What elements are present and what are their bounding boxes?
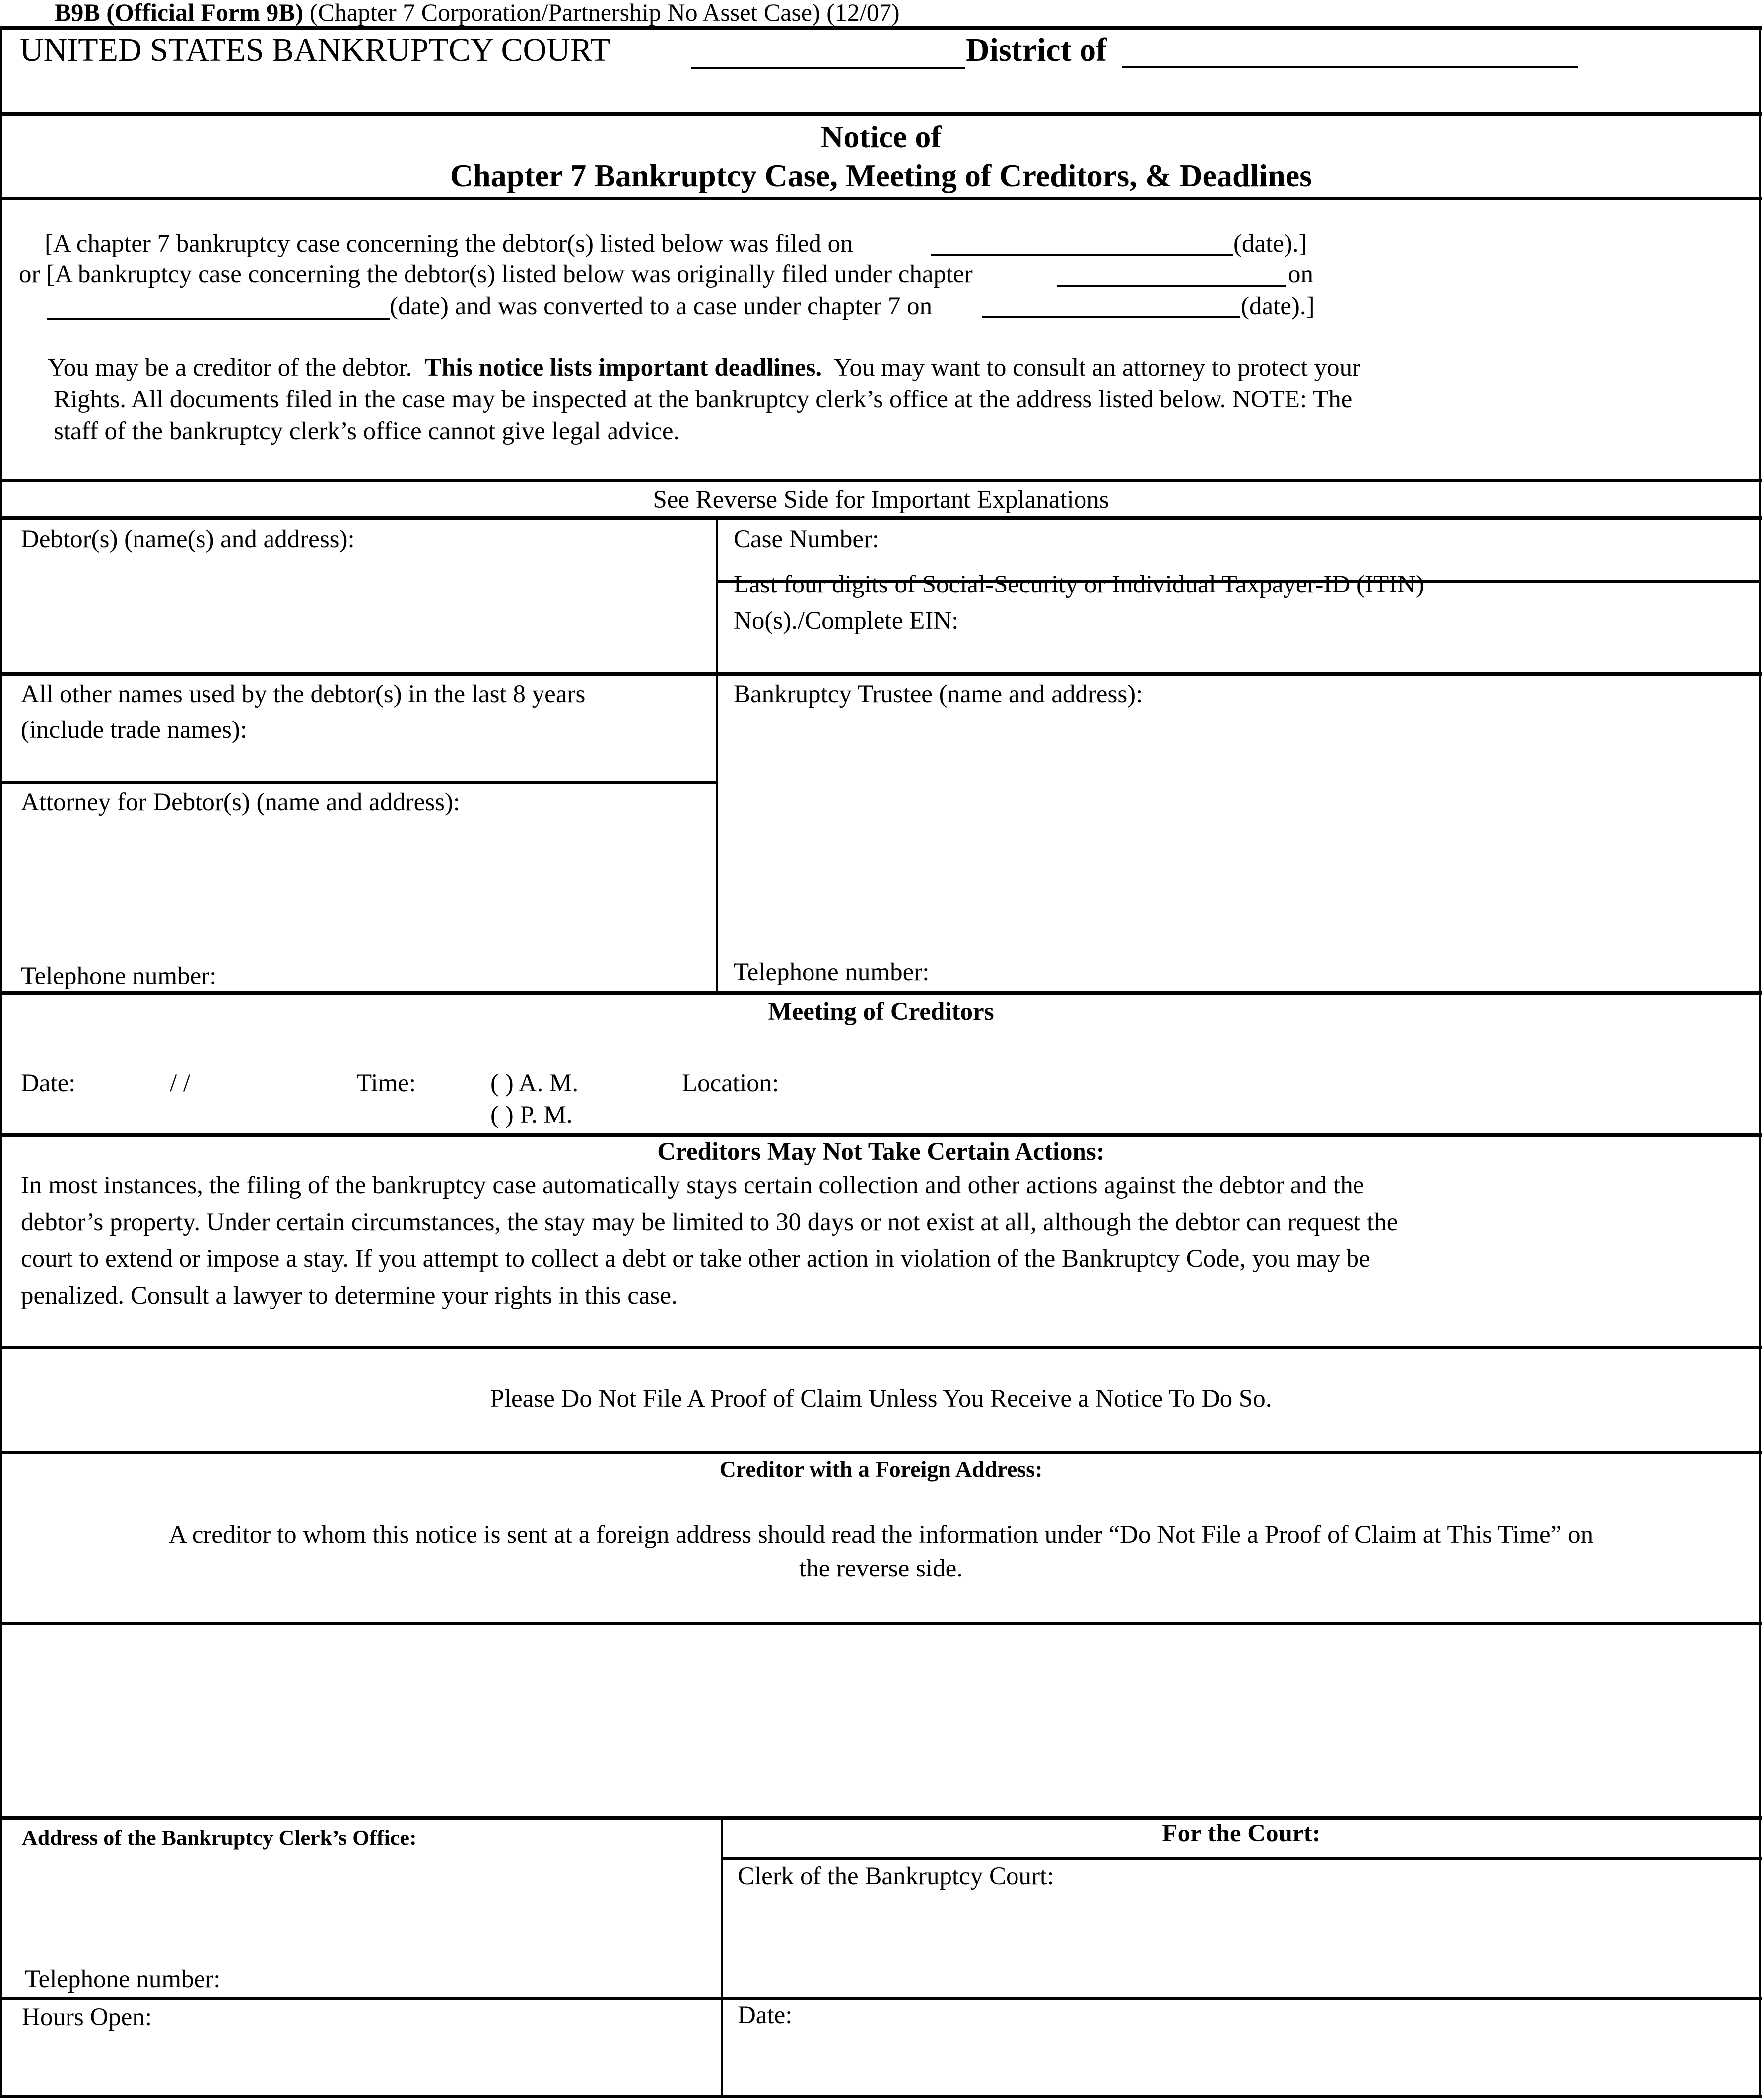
date-suffix: (date).] [1233,230,1307,258]
trustee-label: Bankruptcy Trustee (name and address): [734,680,1143,708]
intro-line3: staff of the bankruptcy clerk’s office cannot give legal advice. [54,417,680,445]
divider [0,479,1762,482]
debtor-label: Debtor(s) (name(s) and address): [21,525,355,553]
original-chapter-input[interactable] [1057,285,1286,287]
filing-line2: or [A bankruptcy case concerning the debtor(s) listed below was originally filed under chapter [19,261,973,288]
divider [0,991,1762,995]
form-description: (Chapter 7 Corporation/Partnership No Asset Case) (12/07) [309,0,900,26]
divider [0,1451,1762,1454]
clerk-address-label: Address of the Bankruptcy Clerk’s Office: [22,1826,417,1850]
district-label: District of [966,32,1107,68]
court-name-input[interactable] [691,67,965,69]
divider [0,1997,1762,2000]
frame-left-border [0,26,2,2098]
other-names-label-line1: All other names used by the debtor(s) in the last 8 years [21,680,586,708]
actions-line: court to extend or impose a stay. If you attempt to collect a debt or take other action in violation of the Bankruptcy Code, you may be [21,1245,1370,1273]
notice-title-line2: Chapter 7 Bankruptcy Case, Meeting of Creditors, & Deadlines [450,158,1312,193]
trustee-phone-label: Telephone number: [734,958,930,986]
form-id: B9B (Official Form 9B) [55,0,304,26]
ssn-ein-field[interactable] [734,640,1751,670]
case-number-field[interactable] [893,526,1752,561]
footer-date-label: Date: [738,2001,793,2029]
am-checkbox[interactable]: ( ) A. M. [490,1069,579,1097]
intro-line1: You may be a creditor of the debtor. This notice lists important deadlines. You may want to consult an attorney to protect your [48,354,1361,382]
filed-date-input[interactable] [931,254,1233,256]
attorney-phone-label: Telephone number: [21,962,217,990]
meeting-heading: Meeting of Creditors [768,998,994,1026]
actions-heading: Creditors May Not Take Certain Actions: [657,1138,1105,1166]
hours-open-label: Hours Open: [22,2003,152,2031]
attorney-field[interactable] [4,824,714,953]
divider [0,197,1762,200]
ssn-label-line2: No(s)./Complete EIN: [734,607,959,635]
actions-line: In most instances, the filing of the bankruptcy case automatically stays certain collection and other actions against the debtor and the [21,1172,1364,1199]
filing-line3: (date) and was converted to a case under chapter 7 on [390,292,933,320]
clerk-of-court-label: Clerk of the Bankruptcy Court: [738,1862,1054,1890]
intro-line2: Rights. All documents filed in the case may be inspected at the bankruptcy clerk’s office at the address listed below. NOTE: The [54,386,1353,413]
foreign-address-line1: A creditor to whom this notice is sent at a foreign address should read the information under “Do Not File a Proof of Claim at This Time” on [168,1521,1594,1549]
blank-section [4,1628,1756,1816]
foreign-address-heading: Creditor with a Foreign Address: [719,1456,1043,1482]
divider [0,516,1762,520]
divider [721,1857,1762,1860]
divider [0,1816,1762,1820]
divider [0,112,1762,116]
see-reverse-note: See Reverse Side for Important Explanations [653,486,1109,514]
frame-bottom-border [0,2095,1762,2098]
divider [0,672,1762,676]
divider [0,1133,1762,1137]
converted-date-input[interactable] [982,316,1240,318]
original-filed-date-input[interactable] [47,318,390,320]
notice-title-line1: Notice of [820,119,942,154]
for-the-court-label: For the Court: [1162,1820,1321,1847]
case-number-label: Case Number: [734,525,880,553]
other-names-field[interactable] [4,749,714,779]
clerk-address-field[interactable] [4,1856,719,1965]
foreign-address-line2: the reverse side. [799,1555,963,1582]
pm-checkbox[interactable]: ( ) P. M. [490,1101,573,1129]
meeting-location-label: Location: [682,1069,779,1097]
meeting-time-label: Time: [356,1069,416,1097]
filing-line1: [A chapter 7 bankruptcy case concerning the debtor(s) listed below was filed on [45,230,853,258]
other-names-label-line2: (include trade names): [21,716,247,744]
meeting-location-field[interactable] [804,1067,1747,1097]
meeting-date-field[interactable]: / / [170,1069,191,1097]
debtor-field[interactable] [4,561,714,670]
on-label: on [1288,261,1313,288]
clerk-phone-label: Telephone number: [25,1966,221,1993]
attorney-label: Attorney for Debtor(s) (name and address): [21,788,461,816]
meeting-date-label: Date: [21,1069,76,1097]
court-label: UNITED STATES BANKRUPTCY COURT [20,32,610,68]
column-divider [716,516,718,993]
form-header [55,0,899,25]
frame-right-border [1759,26,1761,2098]
divider [0,1622,1762,1625]
footer-date-field[interactable] [738,2034,1750,2089]
deadlines-emphasis: This notice lists important deadlines. [424,354,822,382]
date-suffix: (date).] [1241,292,1315,320]
clerk-signature-field[interactable] [738,1896,1750,1990]
divider [0,781,718,784]
district-input[interactable] [1122,66,1578,68]
proof-of-claim-notice: Please Do Not File A Proof of Claim Unless You Receive a Notice To Do So. [490,1385,1272,1413]
ssn-label-line1: Last four digits of Social-Security or Individual Taxpayer-ID (ITIN) [734,571,1424,598]
trustee-field[interactable] [734,715,1751,953]
frame-top-border [0,26,1762,30]
actions-line: penalized. Consult a lawyer to determine your rights in this case. [21,1282,678,1310]
divider [0,1346,1762,1349]
actions-line: debtor’s property. Under certain circumstances, the stay may be limited to 30 days or not exist at all, although the debtor can request the [21,1208,1398,1236]
hours-open-field[interactable] [4,2034,719,2089]
